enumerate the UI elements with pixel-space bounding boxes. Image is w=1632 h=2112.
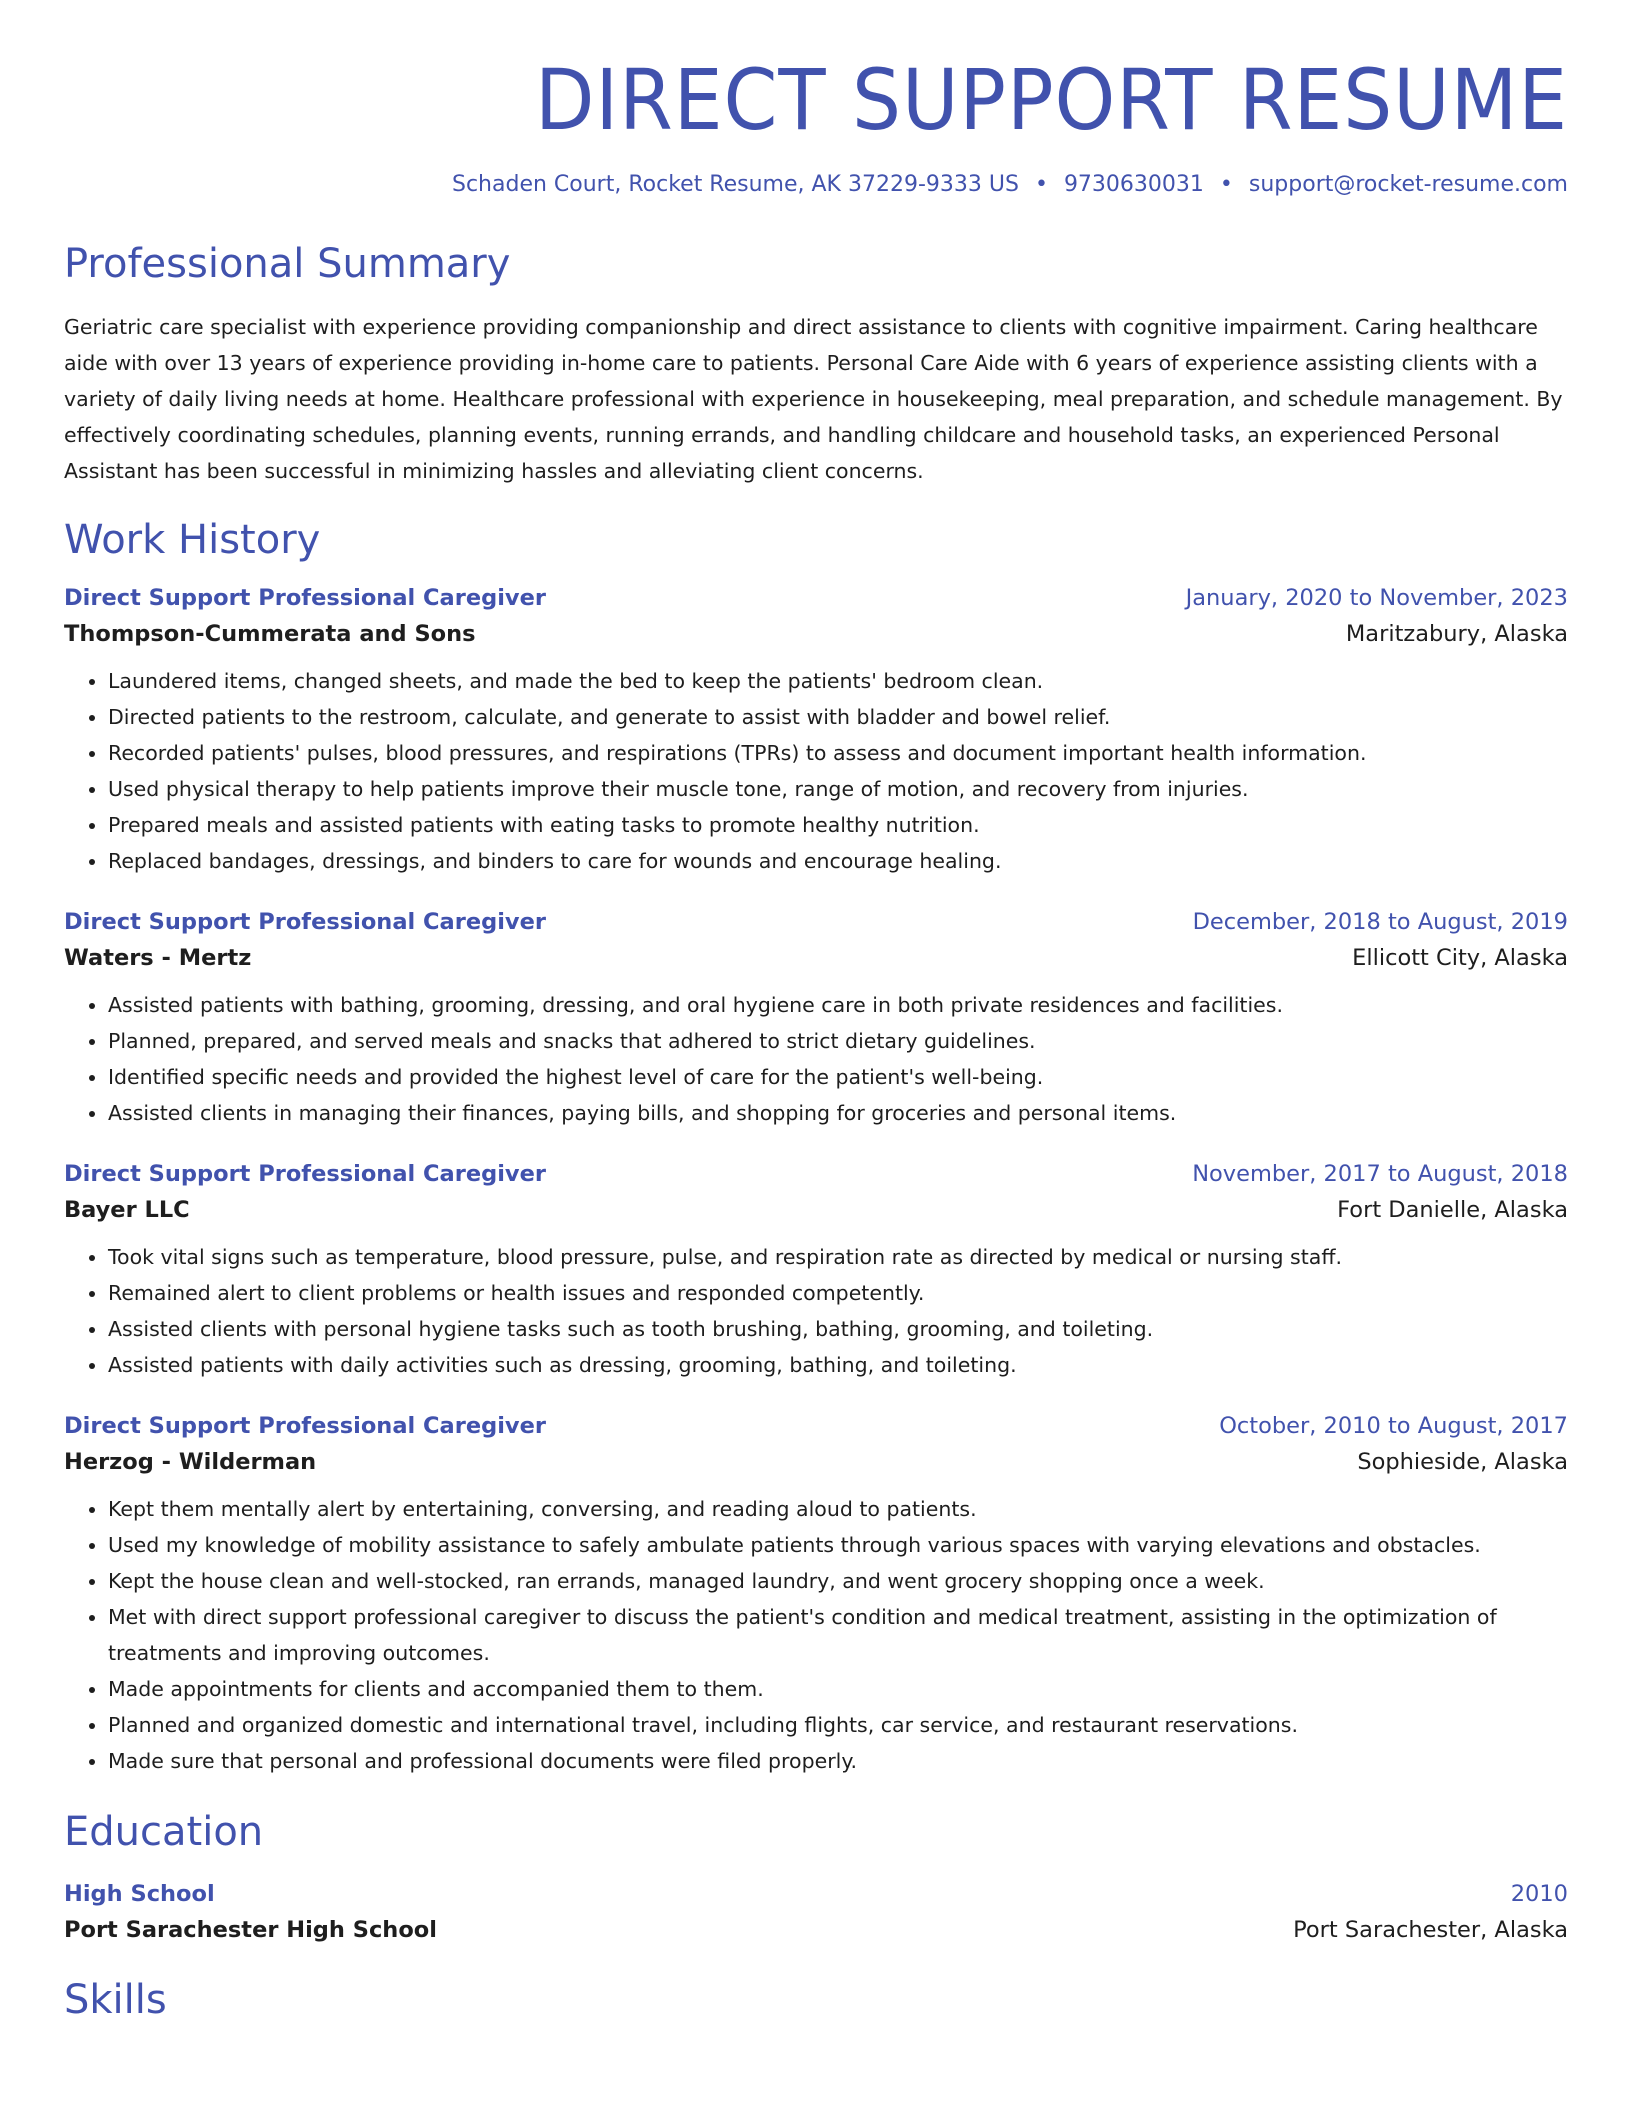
job-entry xyxy=(64,909,1568,1131)
job-dates: December, 2018 to August, 2019 xyxy=(1192,909,1568,935)
job-bullet: • Took vital signs such as temperature, blood pressure, pulse, and respiration rate as directed by medical or nursing staff. xyxy=(108,1239,1568,1275)
job-bullets xyxy=(64,987,1568,1131)
job-company: Waters - Mertz xyxy=(64,945,252,971)
contact-phone: 9730630031 xyxy=(1063,172,1204,197)
job-location: Fort Danielle, Alaska xyxy=(1337,1197,1568,1223)
job-bullet: • Prepared meals and assisted patients with eating tasks to promote healthy nutrition. xyxy=(108,807,1568,843)
resume-name: DIRECT SUPPORT RESUME xyxy=(534,51,1569,149)
job-bullet: • Met with direct support professional caregiver to discuss the patient's condition and medical treatment, assisting in the optimization of treatments and improving outcomes. xyxy=(108,1599,1568,1671)
education-year: 2010 xyxy=(1510,1881,1568,1907)
job-role: Direct Support Professional Caregiver xyxy=(64,585,546,611)
job-company: Thompson-Cummerata and Sons xyxy=(64,621,476,647)
job-bullets xyxy=(64,663,1568,879)
skills-heading: Skills xyxy=(64,1977,167,2023)
job-bullet: • Used physical therapy to help patients improve their muscle tone, range of motion, and recovery from injuries. xyxy=(108,771,1568,807)
job-location: Ellicott City, Alaska xyxy=(1352,945,1568,971)
contact-line xyxy=(64,172,1568,197)
job-role: Direct Support Professional Caregiver xyxy=(64,1413,546,1439)
job-bullet: • Assisted clients with personal hygiene tasks such as tooth brushing, bathing, grooming, and toileting. xyxy=(108,1311,1568,1347)
job-bullet: • Planned, prepared, and served meals and snacks that adhered to strict dietary guidelines. xyxy=(108,1023,1568,1059)
contact-separator: • xyxy=(1219,172,1233,197)
job-dates: November, 2017 to August, 2018 xyxy=(1192,1161,1568,1187)
job-role: Direct Support Professional Caregiver xyxy=(64,909,546,935)
education-school: Port Sarachester High School xyxy=(64,1917,437,1943)
job-bullet: • Kept them mentally alert by entertaining, conversing, and reading aloud to patients. xyxy=(108,1491,1568,1527)
job-location: Sophieside, Alaska xyxy=(1357,1449,1568,1475)
job-company: Herzog - Wilderman xyxy=(64,1449,317,1475)
job-entry xyxy=(64,585,1568,879)
job-location: Maritzabury, Alaska xyxy=(1345,621,1568,647)
job-bullet: • Laundered items, changed sheets, and made the bed to keep the patients' bedroom clean. xyxy=(108,663,1568,699)
job-entry xyxy=(64,1161,1568,1383)
job-entry xyxy=(64,1413,1568,1779)
job-bullet: • Remained alert to client problems or health issues and responded competently. xyxy=(108,1275,1568,1311)
education-location: Port Sarachester, Alaska xyxy=(1293,1917,1568,1943)
job-bullet: • Identified specific needs and provided the highest level of care for the patient's well-being. xyxy=(108,1059,1568,1095)
education-entry xyxy=(64,1881,1568,1943)
contact-email: support@rocket-resume.com xyxy=(1248,172,1568,197)
job-bullet: • Planned and organized domestic and international travel, including flights, car service, and restaurant reservations. xyxy=(108,1707,1568,1743)
education-heading: Education xyxy=(64,1809,264,1855)
education-degree: High School xyxy=(64,1881,215,1907)
job-bullet: • Made appointments for clients and accompanied them to them. xyxy=(108,1671,1568,1707)
job-bullet: • Recorded patients' pulses, blood pressures, and respirations (TPRs) to assess and document important health information. xyxy=(108,735,1568,771)
job-company: Bayer LLC xyxy=(64,1197,190,1223)
summary-heading: Professional Summary xyxy=(64,241,511,287)
job-dates: January, 2020 to November, 2023 xyxy=(1185,585,1568,611)
job-bullets xyxy=(64,1239,1568,1383)
job-bullet: • Assisted patients with daily activities such as dressing, grooming, bathing, and toileting. xyxy=(108,1347,1568,1383)
job-bullet: • Used my knowledge of mobility assistance to safely ambulate patients through various spaces with varying elevations and obstacles. xyxy=(108,1527,1568,1563)
work-history-list xyxy=(64,585,1568,1779)
job-bullet: • Replaced bandages, dressings, and binders to care for wounds and encourage healing. xyxy=(108,843,1568,879)
job-bullet: • Assisted clients in managing their finances, paying bills, and shopping for groceries and personal items. xyxy=(108,1095,1568,1131)
job-bullet: • Assisted patients with bathing, grooming, dressing, and oral hygiene care in both private residences and facilities. xyxy=(108,987,1568,1023)
job-dates: October, 2010 to August, 2017 xyxy=(1219,1413,1568,1439)
job-bullet: • Kept the house clean and well-stocked, ran errands, managed laundry, and went grocery shopping once a week. xyxy=(108,1563,1568,1599)
job-bullet: • Made sure that personal and professional documents were filed properly. xyxy=(108,1743,1568,1779)
work-history-heading: Work History xyxy=(64,517,321,563)
job-bullets xyxy=(64,1491,1568,1779)
job-role: Direct Support Professional Caregiver xyxy=(64,1161,546,1187)
summary-text: Geriatric care specialist with experience providing companionship and direct assistance to clients with cognitive impairment. Caring healthcare aide with over 13 years of experience providing in-home care to patients. Personal Care Aide with 6 years of experience assisting clients with a variety of daily living needs at home. Healthcare professional with experience in housekeeping, meal preparation, and schedule management. By effectively coordinating schedules, planning events, running errands, and handling childcare and household tasks, an experienced Personal Assistant has been successful in minimizing hassles and alleviating client concerns. xyxy=(64,315,1563,483)
contact-separator: • xyxy=(1034,172,1048,197)
job-bullet: • Directed patients to the restroom, calculate, and generate to assist with bladder and bowel relief. xyxy=(108,699,1568,735)
contact-address: Schaden Court, Rocket Resume, AK 37229-9333 US xyxy=(452,172,1019,197)
